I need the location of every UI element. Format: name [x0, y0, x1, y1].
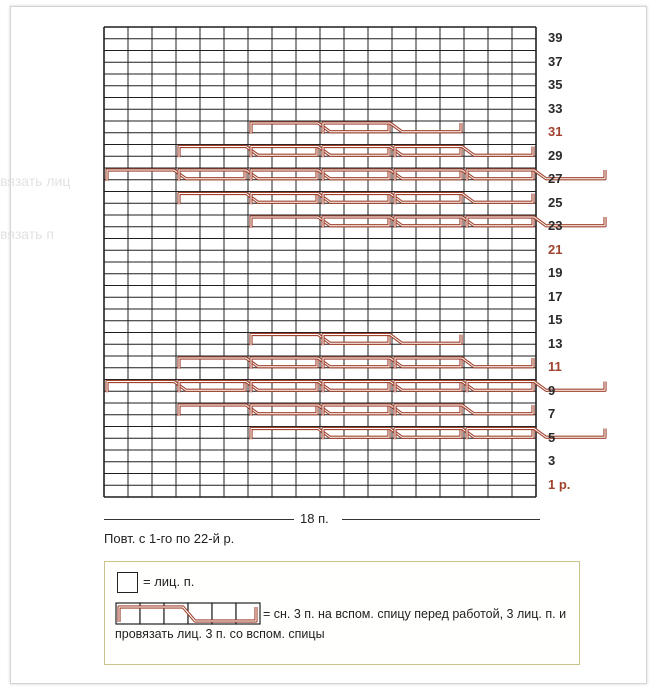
legend: [104, 561, 580, 665]
repeat-note: Повт. с 1-го по 22-й р.: [104, 531, 235, 546]
cable-description: = сн. 3 п. на вспом. спицу перед работой, 3 лиц. п. и провязать лиц. 3 п. со вспом. спицы: [115, 607, 567, 641]
row-number-label: 7: [548, 406, 556, 422]
row-number-label: 23: [548, 218, 563, 234]
row-number-label: 1 р.: [548, 476, 571, 492]
row-number-label: 37: [548, 53, 563, 69]
row-number-label: 19: [548, 265, 563, 281]
row-number-label: 11: [548, 359, 562, 375]
row-number-label: 31: [548, 124, 563, 140]
row-number-label: 9: [548, 382, 556, 398]
row-number-label: 15: [548, 312, 563, 328]
row-number-label: 39: [548, 30, 563, 46]
row-number-label: 21: [548, 241, 563, 257]
width-arrow-right: [342, 519, 540, 520]
row-number-label: 29: [548, 147, 563, 163]
row-number-label: 35: [548, 77, 563, 93]
knit-stitch-symbol: [117, 572, 138, 593]
row-number-label: 17: [548, 288, 563, 304]
row-number-label: 5: [548, 429, 556, 445]
faded-background-text: вязать лиц: [0, 173, 71, 189]
faded-background-text: вязать п: [0, 226, 54, 242]
row-number-label: 27: [548, 171, 563, 187]
width-arrow-left: [104, 519, 294, 520]
row-number-label: 25: [548, 194, 563, 210]
row-number-label: 33: [548, 100, 563, 116]
stitch-count-label: 18 п.: [296, 511, 333, 526]
knit-stitch-label: = лиц. п.: [143, 574, 195, 589]
row-number-label: 3: [548, 453, 556, 469]
row-number-label: 13: [548, 335, 563, 351]
